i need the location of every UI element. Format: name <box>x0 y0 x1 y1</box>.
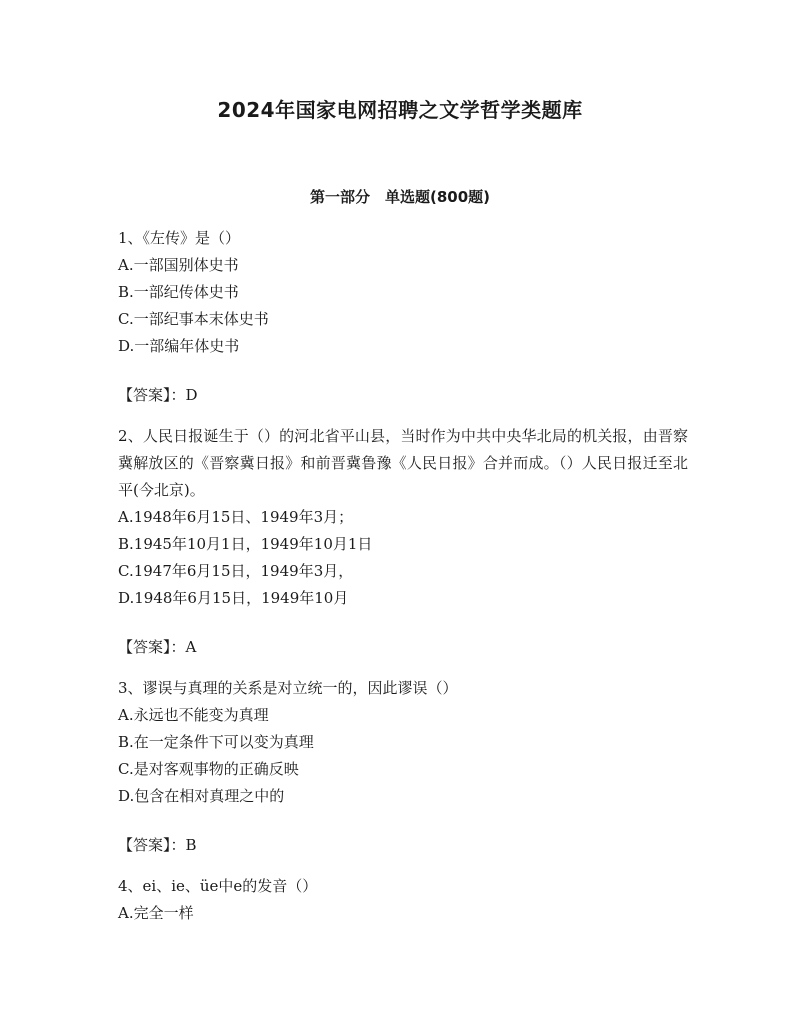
option-a: A.1948年6月15日、1949年3月； <box>118 508 354 526</box>
question-3 <box>118 675 688 859</box>
option-a: A.永远也不能变为真理 <box>118 706 269 724</box>
question-stem: 2、人民日报诞生于（）的河北省平山县，当时作为中共中央华北局的机关报，由晋察冀解放区的《晋察冀日报》和前晋冀鲁豫《人民日报》合并而成。（）人民日报迁至北平(今北京)。 <box>118 427 688 499</box>
question-stem: 3、谬误与真理的关系是对立统一的，因此谬误（） <box>118 679 458 697</box>
question-2 <box>118 423 688 661</box>
answer-label: 【答案】： <box>118 386 186 404</box>
document-title: 2024年国家电网招聘之文学哲学类题库 <box>217 98 583 122</box>
question-stem: 1、《左传》是（） <box>118 229 241 247</box>
option-d: D.包含在相对真理之中的 <box>118 787 285 805</box>
option-b: B.1945年10月1日，1949年10月1日 <box>118 535 373 553</box>
option-b: B.在一定条件下可以变为真理 <box>118 733 314 751</box>
answer-line <box>118 832 688 859</box>
option-d: D.一部编年体史书 <box>118 337 240 355</box>
option-a: A.完全一样 <box>118 904 194 922</box>
option-c: C.一部纪事本末体史书 <box>118 310 269 328</box>
answer-label: 【答案】： <box>118 836 186 854</box>
question-1 <box>118 225 688 409</box>
answer-line <box>118 382 688 409</box>
option-a: A.一部国别体史书 <box>118 256 239 274</box>
answer-value: D <box>185 386 198 404</box>
question-list <box>118 225 688 927</box>
answer-label: 【答案】： <box>118 638 186 656</box>
option-d: D.1948年6月15日，1949年10月 <box>118 589 349 607</box>
answer-value: B <box>185 836 197 854</box>
answer-line <box>118 634 688 661</box>
option-b: B.一部纪传体史书 <box>118 283 239 301</box>
question-stem: 4、ei、ie、üe中e的发音（） <box>118 877 318 895</box>
question-4 <box>118 873 688 927</box>
answer-value: A <box>185 638 197 656</box>
option-c: C.1947年6月15日，1949年3月， <box>118 562 354 580</box>
option-c: C.是对客观事物的正确反映 <box>118 760 299 778</box>
section-title: 第一部分 单选题(800题) <box>309 188 491 206</box>
